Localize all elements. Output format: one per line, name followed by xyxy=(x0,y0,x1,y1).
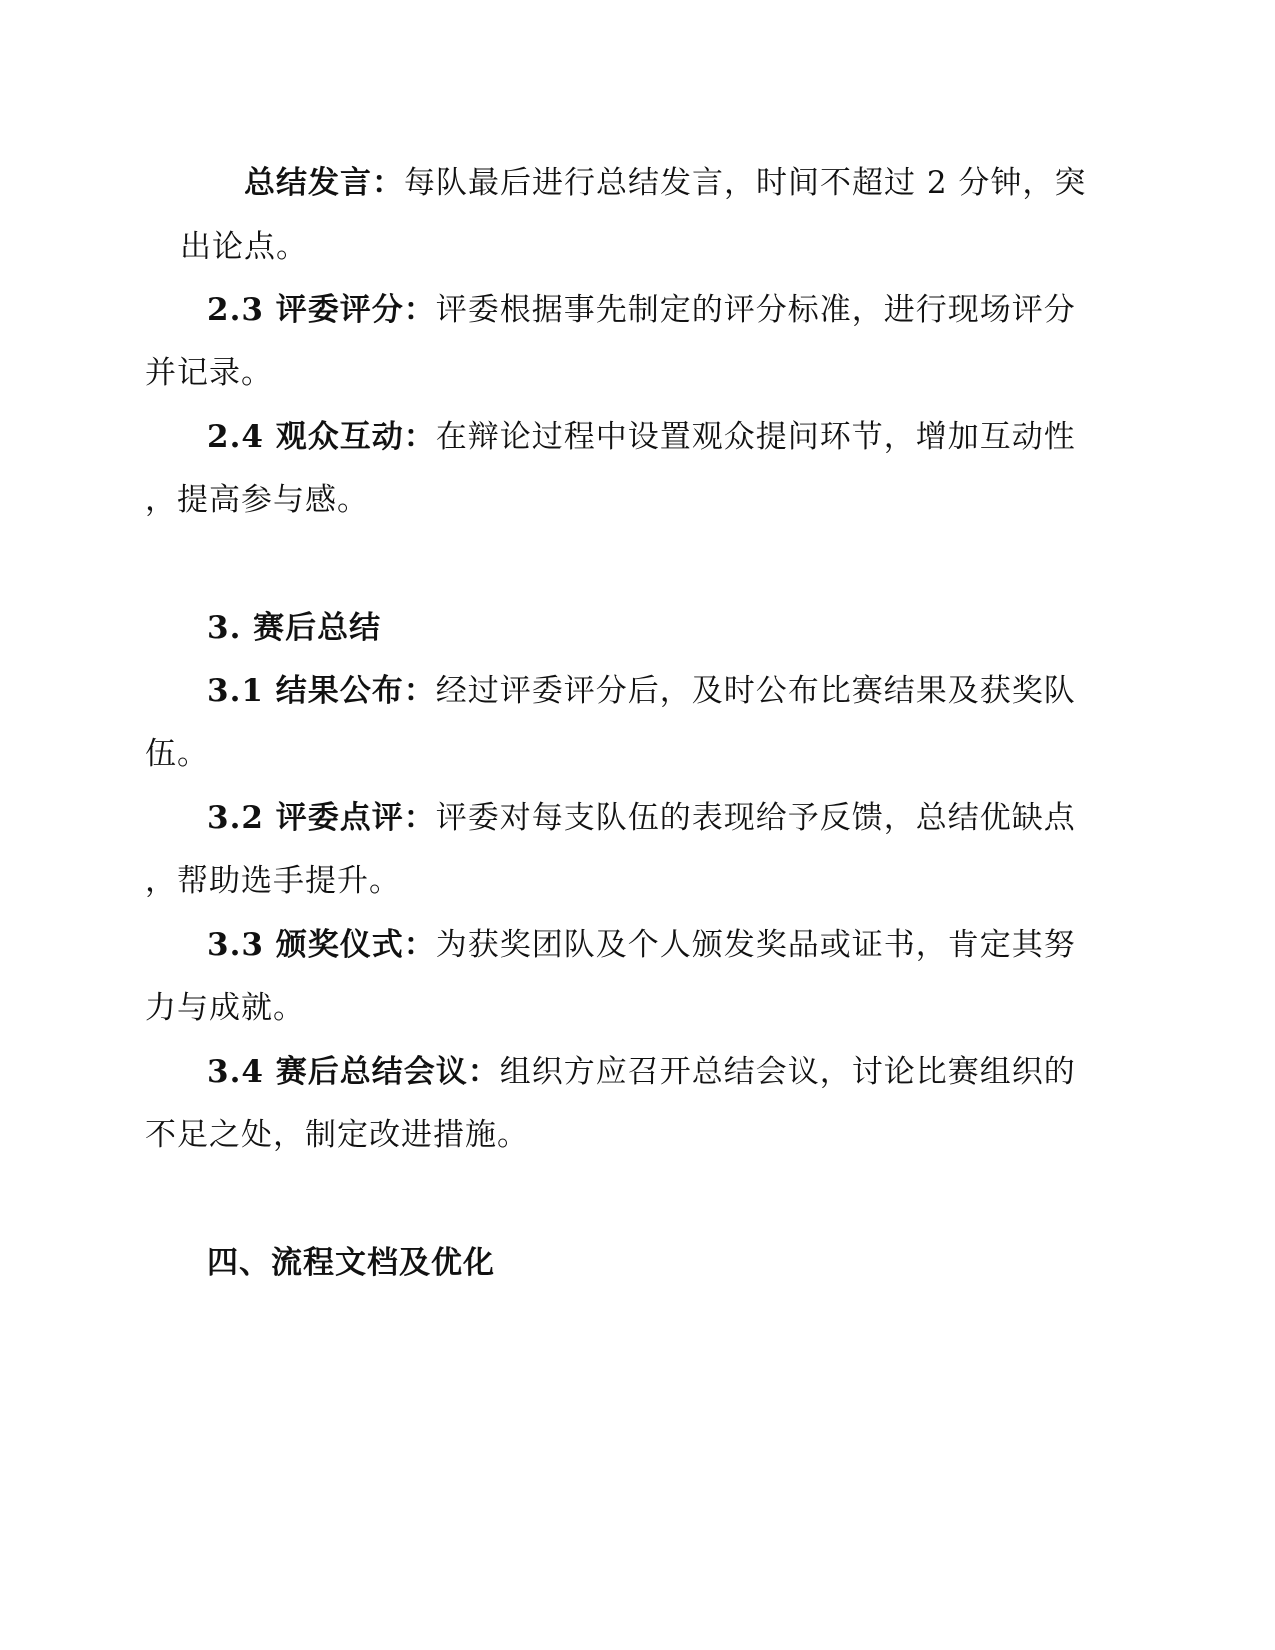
paragraph-continuation: 出论点。 xyxy=(180,229,308,265)
paragraph-3-1 xyxy=(207,671,1076,711)
paragraph-continuation: ，提高参与感。 xyxy=(145,482,369,518)
paragraph-3-4 xyxy=(207,1052,1076,1092)
term-label: 2.4 观众互动： xyxy=(207,419,436,455)
paragraph-summary-speech xyxy=(244,163,1086,203)
paragraph-3-3 xyxy=(207,925,1076,965)
paragraph-text: 评委根据事先制定的评分标准，进行现场评分 xyxy=(435,292,1076,328)
paragraph-3-2 xyxy=(207,798,1076,838)
paragraph-continuation: 不足之处，制定改进措施。 xyxy=(145,1117,529,1153)
paragraph-continuation: 并记录。 xyxy=(145,355,273,391)
paragraph-text: 经过评委评分后，及时公布比赛结果及获奖队 xyxy=(435,673,1076,709)
paragraph-text: 每队最后进行总结发言，时间不超过 2 分钟，突 xyxy=(404,165,1087,201)
paragraph-2-3 xyxy=(207,290,1076,330)
term-label: 3.4 赛后总结会议： xyxy=(207,1054,500,1090)
term-label: 3.1 结果公布： xyxy=(207,673,436,709)
paragraph-continuation: ，帮助选手提升。 xyxy=(145,863,401,899)
term-label: 3.3 颁奖仪式： xyxy=(207,927,436,963)
paragraph-continuation: 伍。 xyxy=(145,736,209,772)
paragraph-text: 评委对每支队伍的表现给予反馈，总结优缺点 xyxy=(435,800,1076,836)
paragraph-text: 为获奖团队及个人颁发奖品或证书，肯定其努 xyxy=(435,927,1076,963)
section-heading-3: 3. 赛后总结 xyxy=(207,610,382,646)
paragraph-2-4 xyxy=(207,417,1076,457)
paragraph-text: 组织方应召开总结会议，讨论比赛组织的 xyxy=(499,1054,1076,1090)
paragraph-continuation: 力与成就。 xyxy=(145,990,305,1026)
term-label: 2.3 评委评分： xyxy=(207,292,436,328)
section-heading-4: 四、流程文档及优化 xyxy=(207,1245,495,1281)
paragraph-text: 在辩论过程中设置观众提问环节，增加互动性 xyxy=(435,419,1076,455)
term-label: 3.2 评委点评： xyxy=(207,800,436,836)
term-label: 总结发言： xyxy=(244,165,404,201)
